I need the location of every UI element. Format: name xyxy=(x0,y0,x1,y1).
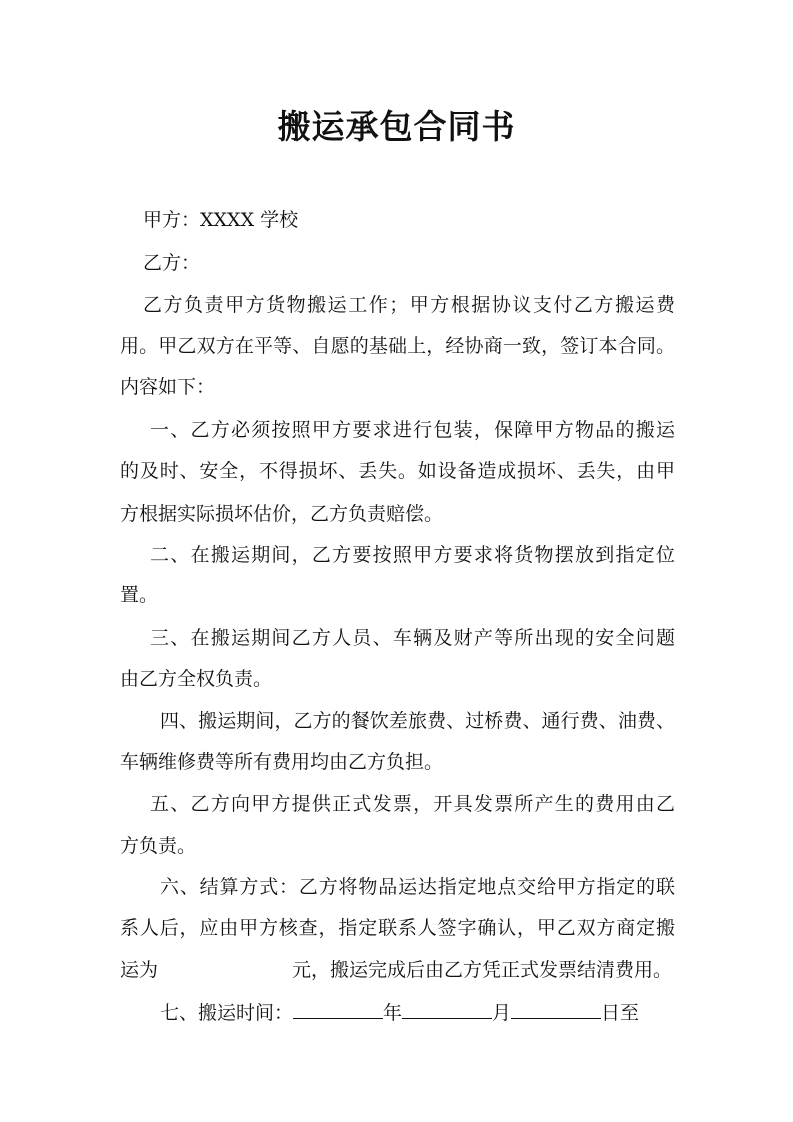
clause-5-line-2: 方负责。 xyxy=(120,835,197,857)
clause-2-line-2: 置。 xyxy=(120,584,159,606)
clause-7-line xyxy=(160,998,639,1027)
month-fill-in-blank[interactable] xyxy=(402,998,492,1019)
clause-6-amount-prefix: 运为 xyxy=(120,959,159,981)
intro-line-1: 乙方负责甲方货物搬运工作；甲方根据协议支付乙方搬运费 xyxy=(143,294,675,316)
clause-1-line-3: 方根据实际损坏估价，乙方负责赔偿。 xyxy=(120,503,444,525)
clause-3-line-1: 三、在搬运期间乙方人员、车辆及财产等所出现的安全问题 xyxy=(150,627,675,649)
clause-2-line-1: 二、在搬运期间，乙方要按照甲方要求将货物摆放到指定位 xyxy=(150,544,675,566)
party-b-line: 乙方： xyxy=(143,252,201,274)
day-fill-in-blank[interactable] xyxy=(511,998,601,1019)
clause-6-amount-suffix: 元，搬运完成后由乙方凭正式发票结清费用。 xyxy=(292,959,673,981)
document-title: 搬运承包合同书 xyxy=(277,107,516,146)
clause-3-line-2: 由乙方全权负责。 xyxy=(120,668,273,690)
clause-7-month: 月 xyxy=(492,1002,512,1024)
clause-6-line-3 xyxy=(120,956,672,984)
clause-6-line-2: 系人后，应由甲方核查，指定联系人签字确认，甲乙双方商定搬 xyxy=(120,917,675,939)
clause-4-line-2: 车辆维修费等所有费用均由乙方负担。 xyxy=(120,751,444,773)
clause-7-label: 七、搬运时间： xyxy=(160,1002,294,1024)
clause-5-line-1: 五、乙方向甲方提供正式发票，开具发票所产生的费用由乙 xyxy=(150,793,675,815)
intro-line-3: 内容如下： xyxy=(120,376,216,398)
clause-7-day-to: 日至 xyxy=(601,1002,640,1024)
year-fill-in-blank[interactable] xyxy=(293,998,383,1019)
clause-1-line-1: 一、乙方必须按照甲方要求进行包装，保障甲方物品的搬运 xyxy=(150,419,675,441)
party-a-line: 甲方：XXXX 学校 xyxy=(143,209,299,231)
clause-7-year: 年 xyxy=(383,1002,403,1024)
intro-line-2: 用。甲乙双方在平等、自愿的基础上，经协商一致，签订本合同。 xyxy=(120,335,675,357)
clause-4-line-1: 四、搬运期间，乙方的餐饮差旅费、过桥费、通行费、油费、 xyxy=(160,710,675,732)
clause-6-line-1: 六、结算方式：乙方将物品运达指定地点交给甲方指定的联 xyxy=(160,876,675,898)
clause-1-line-2: 的及时、安全，不得损坏、丢失。如设备造成损坏、丢失，由甲 xyxy=(120,460,675,482)
